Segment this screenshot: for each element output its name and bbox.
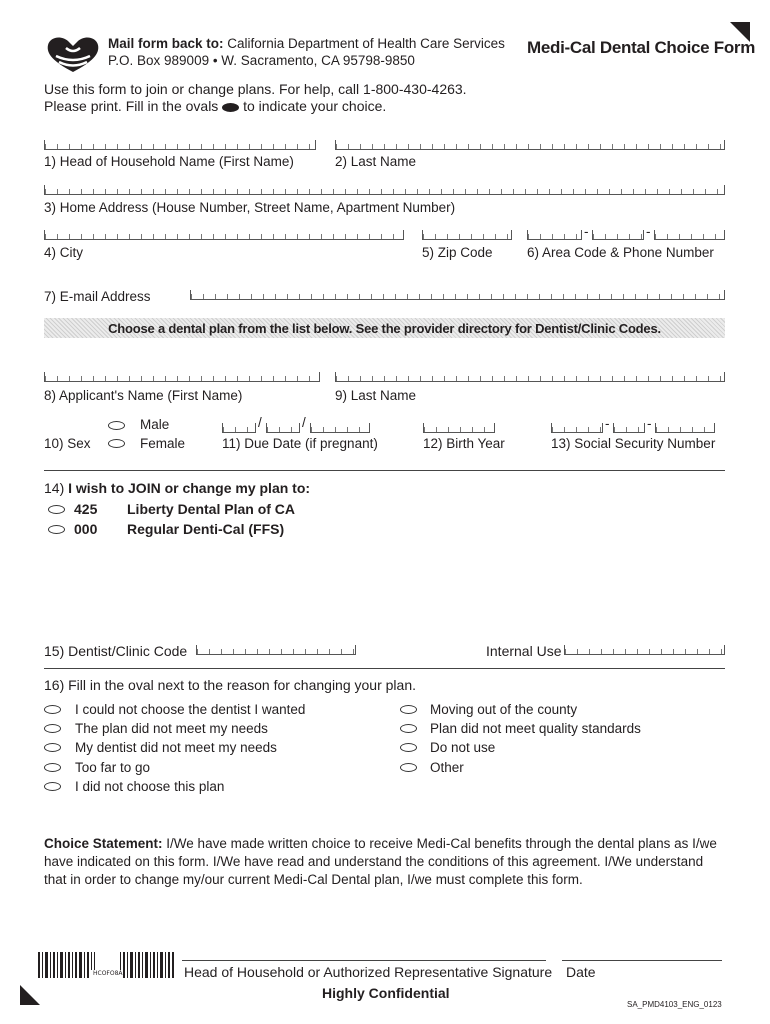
female-oval[interactable] <box>108 439 125 448</box>
due-date-label: 11) Due Date (if pregnant) <box>222 436 378 451</box>
female-label: Female <box>140 436 186 451</box>
plan-section-heading <box>44 480 310 496</box>
applicant-last-name-input[interactable] <box>335 372 725 382</box>
mail-agency: California Department of Health Care Services <box>227 36 505 51</box>
applicant-first-name-label: 8) Applicant's Name (First Name) <box>44 388 243 403</box>
mail-address: P.O. Box 989009 • W. Sacramento, CA 95798-9850 <box>108 53 415 68</box>
reason-label-other: Other <box>430 760 464 775</box>
reason-oval-quality[interactable] <box>400 724 417 733</box>
reason-label-plan-not-meet-needs: The plan did not meet my needs <box>75 721 268 736</box>
intro-line-2a: Please print. Fill in the ovals <box>44 98 219 114</box>
home-address-label: 3) Home Address (House Number, Street Name, Apartment Number) <box>44 200 456 215</box>
birth-year-label: 12) Birth Year <box>423 436 505 451</box>
internal-use-input <box>564 645 725 655</box>
phone-dash-1: - <box>584 224 589 239</box>
birth-year-input[interactable] <box>423 423 495 433</box>
plan-section-title: I wish to JOIN or change my plan to: <box>68 480 311 496</box>
choice-statement-line-2: have indicated on this form. I/We have read and understand the conditions of this agreement. I/We understand <box>44 854 704 869</box>
reason-label-do-not-use: Do not use <box>430 740 496 755</box>
reason-label-moving: Moving out of the county <box>430 702 578 717</box>
corner-mark-bottom-left <box>20 985 40 1005</box>
reason-label-dentist-not-chosen: I could not choose the dentist I wanted <box>75 702 306 717</box>
medi-cal-logo-icon <box>44 34 102 74</box>
zip-code-label: 5) Zip Code <box>422 245 493 260</box>
due-date-slash-1: / <box>258 415 262 430</box>
dentist-code-label: 15) Dentist/Clinic Code <box>44 643 188 659</box>
zip-code-input[interactable] <box>422 230 512 240</box>
email-label: 7) E-mail Address <box>44 289 151 304</box>
head-last-name-label: 2) Last Name <box>335 154 417 169</box>
applicant-last-name-label: 9) Last Name <box>335 388 417 403</box>
head-last-name-input[interactable] <box>335 140 725 150</box>
area-code-input[interactable] <box>527 230 582 240</box>
barcode-text: HCOFO8A <box>93 970 123 977</box>
intro-line-2b: to indicate your choice. <box>243 98 387 114</box>
due-date-month-input[interactable] <box>222 423 256 433</box>
highly-confidential-label: Highly Confidential <box>322 985 450 1001</box>
plan-name-000: Regular Denti-Cal (FFS) <box>127 521 285 537</box>
reason-oval-do-not-use[interactable] <box>400 743 417 752</box>
dentist-code-input[interactable] <box>196 645 356 655</box>
mail-to-line <box>108 36 505 51</box>
reason-section-title: 16) Fill in the oval next to the reason for changing your plan. <box>44 677 416 693</box>
city-label: 4) City <box>44 245 84 260</box>
applicant-first-name-input[interactable] <box>44 372 320 382</box>
reason-oval-dentist-not-chosen[interactable] <box>44 705 61 714</box>
due-date-slash-2: / <box>302 415 306 430</box>
form-title: Medi-Cal Dental Choice Form <box>527 38 756 57</box>
plan-instruction-banner <box>44 318 725 338</box>
plan-oval-425[interactable] <box>48 505 65 514</box>
male-label: Male <box>140 417 170 432</box>
filled-oval-icon <box>222 103 239 112</box>
plan-section-number: 14) <box>44 480 65 496</box>
reason-oval-other[interactable] <box>400 763 417 772</box>
reason-label-dentist-not-meet-needs: My dentist did not meet my needs <box>75 740 277 755</box>
city-input[interactable] <box>44 230 404 240</box>
plan-code-425: 425 <box>74 501 98 517</box>
date-line[interactable] <box>562 960 722 961</box>
reason-oval-plan-not-meet-needs[interactable] <box>44 724 61 733</box>
reason-label-did-not-choose: I did not choose this plan <box>75 779 225 794</box>
ssn-label: 13) Social Security Number <box>551 436 716 451</box>
head-first-name-input[interactable] <box>44 140 316 150</box>
reason-oval-dentist-not-meet-needs[interactable] <box>44 743 61 752</box>
home-address-input[interactable] <box>44 185 725 195</box>
plan-name-425: Liberty Dental Plan of CA <box>127 501 296 517</box>
phone-dash-2: - <box>646 224 651 239</box>
mail-label: Mail form back to: <box>108 36 224 51</box>
ssn-dash-2: - <box>647 416 652 431</box>
phone-label: 6) Area Code & Phone Number <box>527 245 714 260</box>
reason-oval-did-not-choose[interactable] <box>44 782 61 791</box>
choice-statement-line-1 <box>44 836 717 851</box>
reason-oval-moving[interactable] <box>400 705 417 714</box>
choice-statement-text-1: I/We have made written choice to receive Medi-Cal benefits through the dental plans as I/we <box>166 836 717 851</box>
email-input[interactable] <box>190 290 725 300</box>
plan-code-000: 000 <box>74 521 98 537</box>
signature-line[interactable] <box>182 960 546 961</box>
internal-use-label: Internal Use <box>486 643 562 659</box>
phone-prefix-input[interactable] <box>592 230 644 240</box>
form-code: SA_PMD4103_ENG_0123 <box>627 1000 722 1009</box>
reason-label-too-far: Too far to go <box>75 760 151 775</box>
plan-oval-000[interactable] <box>48 525 65 534</box>
reason-oval-too-far[interactable] <box>44 763 61 772</box>
ssn-part-3-input[interactable] <box>655 423 715 433</box>
due-date-year-input[interactable] <box>310 423 370 433</box>
ssn-part-2-input[interactable] <box>613 423 645 433</box>
sex-label: 10) Sex <box>44 436 91 451</box>
ssn-part-1-input[interactable] <box>551 423 603 433</box>
intro-line-2 <box>44 98 386 114</box>
due-date-day-input[interactable] <box>266 423 300 433</box>
phone-line-input[interactable] <box>654 230 725 240</box>
date-label: Date <box>566 964 596 980</box>
section-divider-1 <box>44 470 725 471</box>
male-oval[interactable] <box>108 421 125 430</box>
head-first-name-label: 1) Head of Household Name (First Name) <box>44 154 294 169</box>
signature-label: Head of Household or Authorized Representative Signature <box>184 964 553 980</box>
section-divider-2 <box>44 668 725 669</box>
banner-text: Choose a dental plan from the list below. See the provider directory for Dentist/Clinic Codes. <box>108 320 661 336</box>
choice-statement-line-3: that in order to change my/our current Medi-Cal Dental plan, I/we must complete this form. <box>44 872 583 887</box>
reason-label-quality: Plan did not meet quality standards <box>430 721 641 736</box>
intro-line-1: Use this form to join or change plans. For help, call 1-800-430-4263. <box>44 81 467 97</box>
choice-statement-label: Choice Statement: <box>44 836 163 851</box>
ssn-dash-1: - <box>605 416 610 431</box>
